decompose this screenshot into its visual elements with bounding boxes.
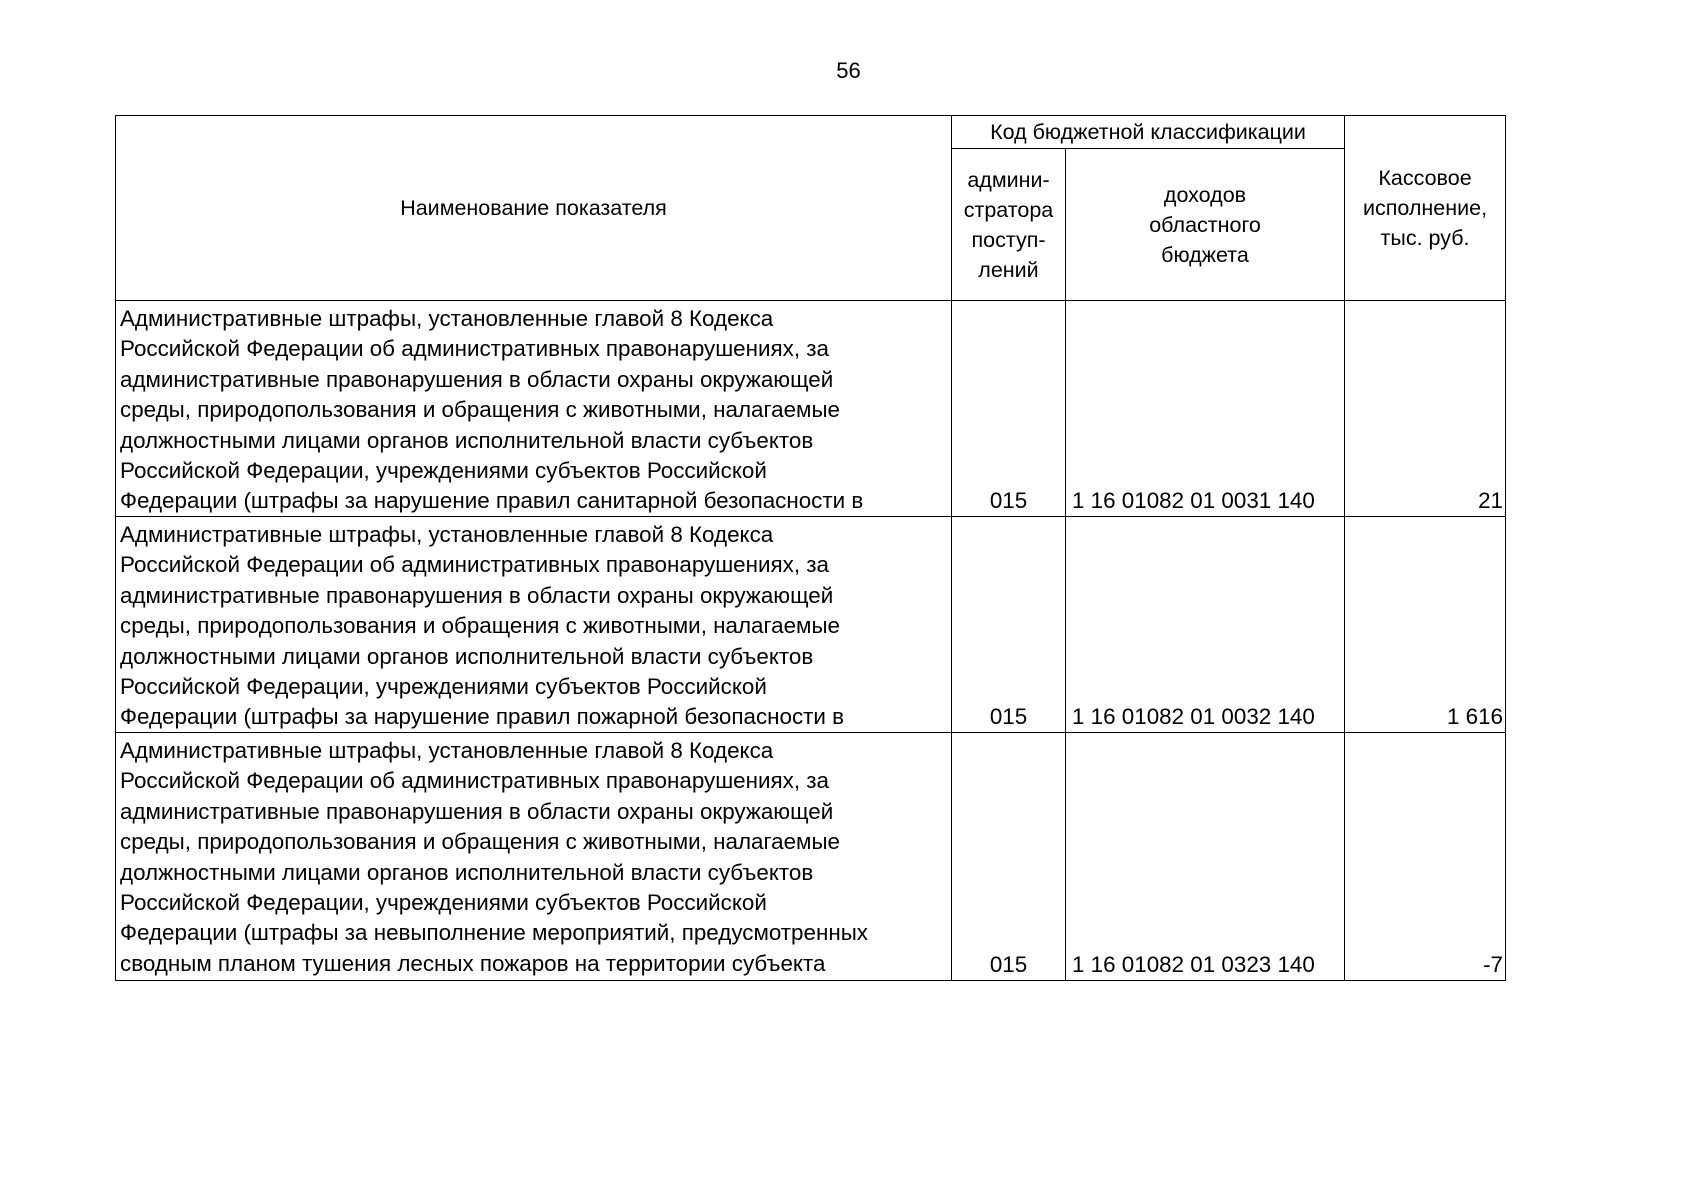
row-income-code: 1 16 01082 01 0032 140 (1066, 517, 1345, 733)
row-amount: 1 616 (1345, 517, 1506, 733)
row-admin-code: 015 (952, 301, 1066, 517)
budget-table (115, 115, 1506, 981)
row-name: Административные штрафы, установленные главой 8 Кодекса Российской Федерации об административных правонарушениях, за административные правонарушения в области охраны окружающей среды, природопользования и обращения с животными, налагаемые должностными лицами органов исполнительной власти субъектов Российской Федерации, учреждениями субъектов Российской Федерации (штрафы за невыполнение мероприятий, предусмотренных сводным планом тушения лесных пожаров на территории субъекта (120, 738, 868, 976)
header-budget-code-group: Код бюджетной классификации (952, 116, 1345, 149)
row-amount: -7 (1345, 733, 1506, 981)
row-income-code: 1 16 01082 01 0323 140 (1066, 733, 1345, 981)
page-number: 56 (836, 58, 861, 83)
table-row (116, 517, 1506, 733)
row-amount: 21 (1345, 301, 1506, 517)
table-row (116, 301, 1506, 517)
header-name: Наименование показателя (116, 116, 952, 301)
header-income: доходов областного бюджета (1066, 149, 1345, 301)
header-amount: Кассовое исполнение, тыс. руб. (1345, 116, 1506, 301)
table-row (116, 733, 1506, 981)
row-admin-code: 015 (952, 733, 1066, 981)
header-admin: админи- стратора поступ- лений (952, 149, 1066, 301)
row-income-code: 1 16 01082 01 0031 140 (1066, 301, 1345, 517)
row-name-cell (116, 517, 952, 733)
row-name: Административные штрафы, установленные главой 8 Кодекса Российской Федерации об административных правонарушениях, за административные правонарушения в области охраны окружающей среды, природопользования и обращения с животными, налагаемые должностными лицами органов исполнительной власти субъектов Российской Федерации, учреждениями субъектов Российской Федерации (штрафы за нарушение правил пожарной безопасности в (120, 522, 845, 730)
row-name: Административные штрафы, установленные главой 8 Кодекса Российской Федерации об административных правонарушениях, за административные правонарушения в области охраны окружающей среды, природопользования и обращения с животными, налагаемые должностными лицами органов исполнительной власти субъектов Российской Федерации, учреждениями субъектов Российской Федерации (штрафы за нарушение правил санитарной безопасности в (120, 306, 864, 514)
row-admin-code: 015 (952, 517, 1066, 733)
row-name-cell (116, 733, 952, 981)
row-name-cell (116, 301, 952, 517)
